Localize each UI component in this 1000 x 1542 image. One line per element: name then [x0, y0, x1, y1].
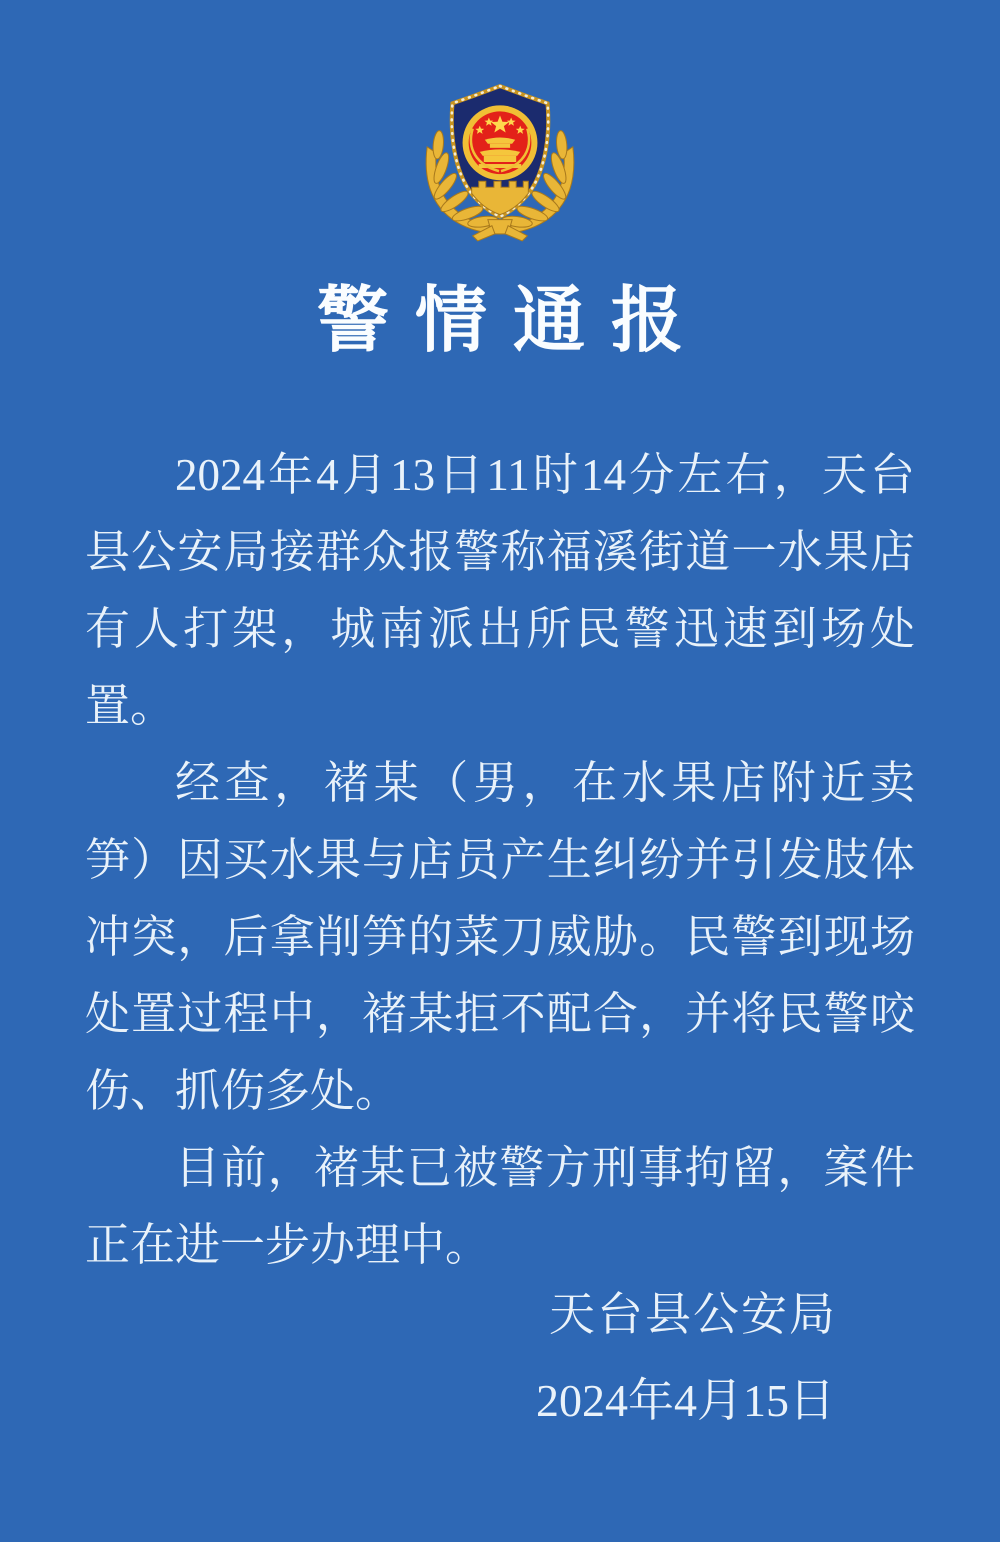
police-emblem-icon [414, 82, 586, 242]
notice-paragraph: 2024年4月13日11时14分左右，天台县公安局接群众报警称福溪街道一水果店有人打架，城南派出所民警迅速到场处置。 [85, 450, 915, 731]
signature-agency: 天台县公安局 [549, 1289, 837, 1340]
notice-title: 警情通报 [316, 281, 709, 361]
signature-date: 2024年4月15日 [536, 1375, 835, 1426]
notice-paragraph: 经查，褚某（男，在水果店附近卖笋）因买水果与店员产生纠纷并引发肢体冲突，后拿削笋的菜刀威胁。民警到现场处置过程中，褚某拒不配合，并将民警咬伤、抓伤多处。 [85, 758, 915, 1116]
notice-body [85, 437, 915, 1284]
notice-paragraph: 目前，褚某已被警方刑事拘留，案件正在进一步办理中。 [85, 1143, 915, 1270]
